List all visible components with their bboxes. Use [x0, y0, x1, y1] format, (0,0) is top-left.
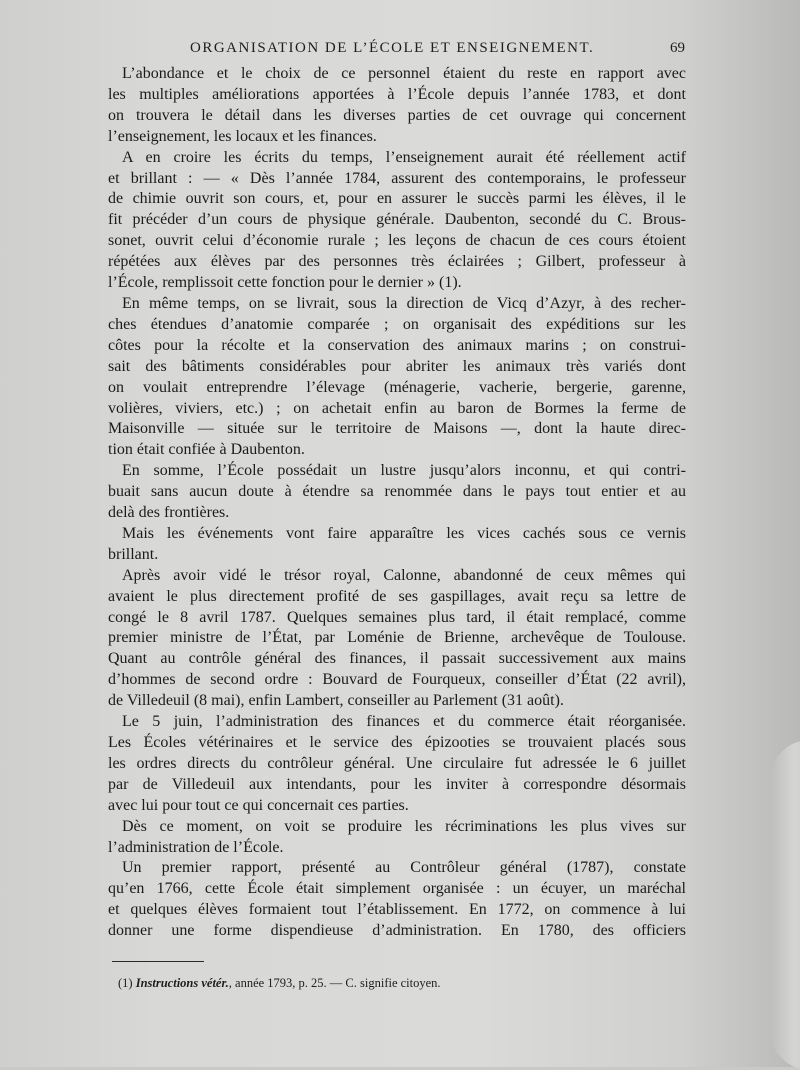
text-line: Maisonville — située sur le territoire de Maisons —, dont la haute direc-: [108, 420, 686, 438]
text-line: buait sans aucun doute à étendre sa renommée dans le pays tout entier et au: [108, 483, 686, 501]
text-line: Quant au contrôle général des finances, il passait successivement aux mains: [108, 650, 686, 668]
text-line: avec lui pour tout ce qui concernait ces parties.: [108, 796, 409, 814]
text-line: Mais les événements vont faire apparaître les vices cachés sous ce vernis: [122, 524, 686, 542]
text-line: L’abondance et le choix de ce personnel étaient du reste en rapport avec: [122, 65, 686, 82]
text-line: les multiples améliorations apportées à l’École depuis l’année 1783, et dont: [108, 85, 686, 103]
text-line: congé le 8 avril 1787. Quelques semaines plus tard, il était remplacé, comme: [108, 608, 686, 626]
holding-thumb: [770, 740, 800, 1070]
body-text: [108, 64, 686, 942]
text-line: et quelques élèves formaient tout l’établissement. En 1772, on commence à lui: [108, 901, 686, 919]
text-line: on voulait entreprendre l’élevage (ménagerie, vacherie, bergerie, garenne,: [108, 378, 686, 396]
footnote-text: , année 1793, p. 25. — C. signifie citoyen.: [228, 976, 441, 990]
text-line: de Villedeuil (8 mai), enfin Lambert, conseiller au Parlement (31 août).: [108, 692, 564, 710]
text-line: on trouvera le détail dans les diverses parties de cet ouvrage qui concernent: [108, 106, 686, 124]
text-line: côtes pour la récolte et la conservation des animaux marins ; on construi-: [108, 336, 686, 354]
page-header: [0, 40, 800, 60]
text-line: brillant.: [108, 545, 159, 563]
text-line: tion était confiée à Daubenton.: [108, 441, 305, 459]
running-title: ORGANISATION DE L’ÉCOLE ET ENSEIGNEMENT.: [190, 40, 595, 56]
text-line: Dès ce moment, on voit se produire les récriminations les plus vives sur: [122, 817, 686, 835]
text-line: delà des frontières.: [108, 504, 230, 522]
text-line: A en croire les écrits du temps, l’enseignement aurait été réellement actif: [122, 148, 686, 166]
text-line: l’École, remplissoit cette fonction pour le dernier » (1).: [108, 274, 462, 292]
text-line: En même temps, on se livrait, sous la direction de Vicq d’Azyr, à des recher-: [122, 294, 686, 312]
text-line: par de Villedeuil aux intendants, pour les inviter à correspondre désormais: [108, 775, 686, 793]
text-line: d’hommes de second ordre : Bouvard de Fourqueux, conseiller d’État (22 avril),: [108, 671, 686, 689]
text-line: de chimie ouvrit son cours, et, pour en assurer le succès parmi les élèves, il le: [108, 190, 686, 208]
text-line: Les Écoles vétérinaires et le service des épizooties se trouvaient placés sous: [108, 734, 686, 751]
text-line: qu’en 1766, cette École était simplement organisée : un écuyer, un maréchal: [108, 880, 686, 898]
footnote: [118, 976, 678, 991]
text-line: ches étendues d’anatomie comparée ; on organisait des expéditions sur les: [108, 315, 686, 333]
text-line: volières, viviers, etc.) ; on achetait enfin au baron de Bormes la ferme de: [108, 399, 686, 417]
footnote-marker: (1): [118, 976, 133, 990]
text-line: répétées aux élèves par des personnes très éclairées ; Gilbert, professeur à: [108, 253, 686, 271]
footnote-source: Instructions vétér.: [135, 976, 229, 990]
text-line: et brillant : — « Dès l’année 1784, assurent des contemporains, le professeur: [108, 169, 686, 187]
text-line: les ordres directs du contrôleur général. Une circulaire fut adressée le 6 juillet: [108, 754, 686, 772]
text-line: l’enseignement, les locaux et les finances.: [108, 127, 377, 145]
text-line: fit précéder d’un cours de physique générale. Daubenton, secondé du C. Brous-: [108, 211, 686, 229]
text-line: sait des bâtiments considérables pour abriter les animaux très variés dont: [108, 357, 686, 375]
text-line: premier ministre de l’État, par Loménie de Brienne, archevêque de Toulouse.: [108, 629, 686, 647]
text-line: sonet, ouvrit celui d’économie rurale ; les leçons de chacun de ces cours étoient: [108, 232, 686, 250]
text-line: Un premier rapport, présenté au Contrôleur général (1787), constate: [122, 859, 686, 877]
page-number: 69: [670, 40, 685, 56]
text-line: Après avoir vidé le trésor royal, Calonne, abandonné de ceux mêmes qui: [122, 566, 686, 584]
text-line: donner une forme dispendieuse d’administration. En 1780, des officiers: [108, 922, 686, 940]
text-line: avaient le plus directement profité de ses gaspillages, avait reçu sa lettre de: [108, 587, 686, 605]
text-line: l’administration de l’École.: [108, 838, 284, 856]
text-line: Le 5 juin, l’administration des finances et du commerce était réorganisée.: [122, 713, 686, 731]
text-line: En somme, l’École possédait un lustre jusqu’alors inconnu, et qui contri-: [122, 462, 686, 480]
footnote-rule: [112, 961, 204, 962]
